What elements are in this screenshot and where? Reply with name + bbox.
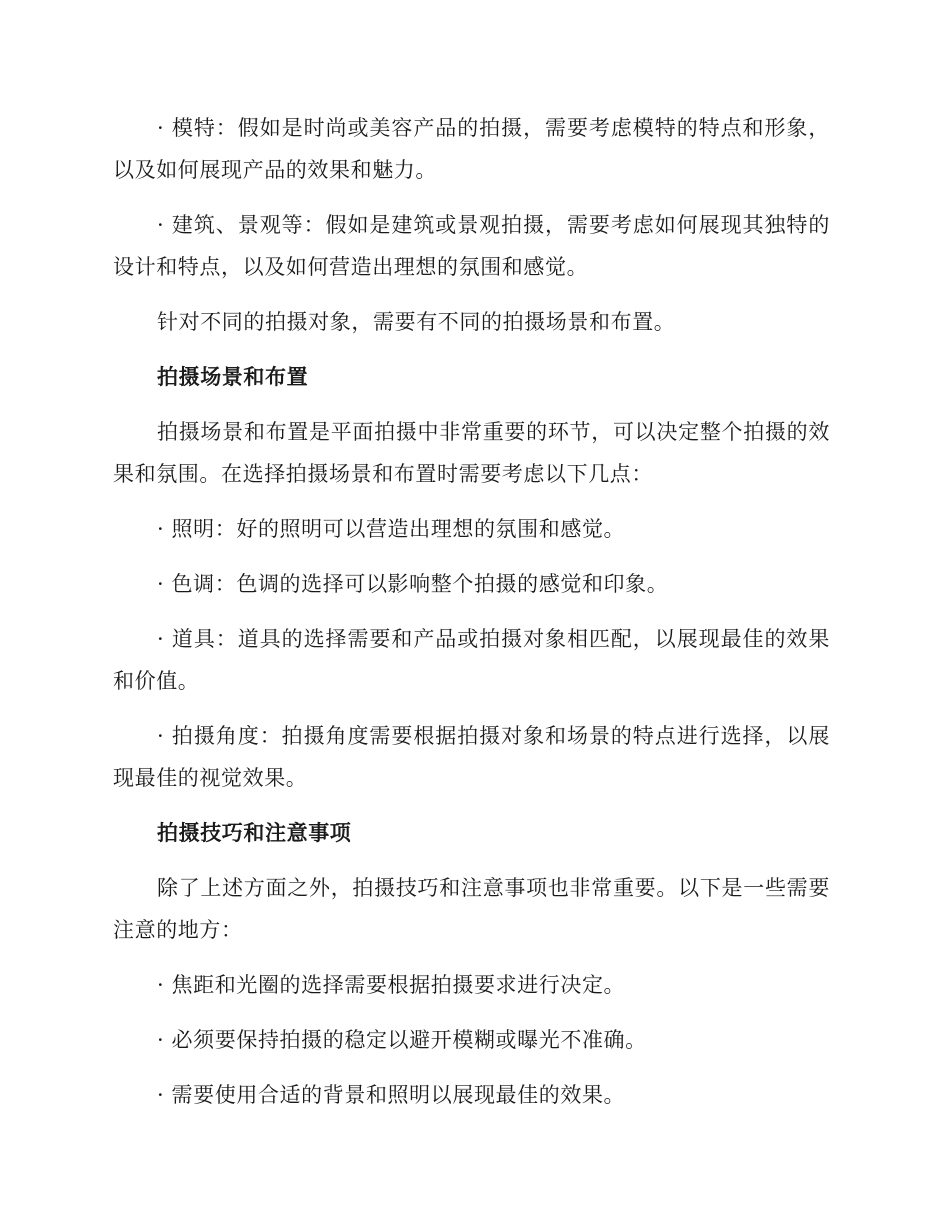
bullet-paragraph-model: · 模特：假如是时尚或美容产品的拍摄，需要考虑模特的特点和形象，以及如何展现产品的效果和魅力。 — [113, 116, 830, 182]
bullet-paragraph-props: · 道具：道具的选择需要和产品或拍摄对象相匹配，以展现最佳的效果和价值。 — [113, 627, 830, 693]
bullet-paragraph-lighting: · 照明：好的照明可以营造出理想的氛围和感觉。 — [157, 517, 626, 541]
section-heading-techniques: 拍摄技巧和注意事项 — [157, 820, 352, 845]
section-heading-scene: 拍摄场景和布置 — [157, 364, 309, 389]
document-body — [113, 107, 830, 1129]
bullet-paragraph-focal: · 焦距和光圈的选择需要根据拍摄要求进行决定。 — [157, 973, 626, 997]
techniques-intro-paragraph: 除了上述方面之外，拍摄技巧和注意事项也非常重要。以下是一些需要注意的地方： — [113, 876, 830, 942]
bullet-paragraph-tone: · 色调：色调的选择可以影响整个拍摄的感觉和印象。 — [157, 572, 669, 596]
bullet-paragraph-stability: · 必须要保持拍摄的稳定以避开模糊或曝光不准确。 — [157, 1028, 647, 1052]
bullet-paragraph-architecture: · 建筑、景观等：假如是建筑或景观拍摄，需要考虑如何展现其独特的设计和特点，以及如何营造出理想的氛围和感觉。 — [113, 213, 830, 279]
summary-paragraph: 针对不同的拍摄对象，需要有不同的拍摄场景和布置。 — [157, 310, 676, 334]
bullet-paragraph-background: · 需要使用合适的背景和照明以展现最佳的效果。 — [157, 1083, 626, 1107]
scene-intro-paragraph: 拍摄场景和布置是平面拍摄中非常重要的环节，可以决定整个拍摄的效果和氛围。在选择拍摄场景和布置时需要考虑以下几点： — [113, 420, 830, 486]
bullet-paragraph-angle: · 拍摄角度：拍摄角度需要根据拍摄对象和场景的特点进行选择，以展现最佳的视觉效果。 — [113, 724, 830, 790]
